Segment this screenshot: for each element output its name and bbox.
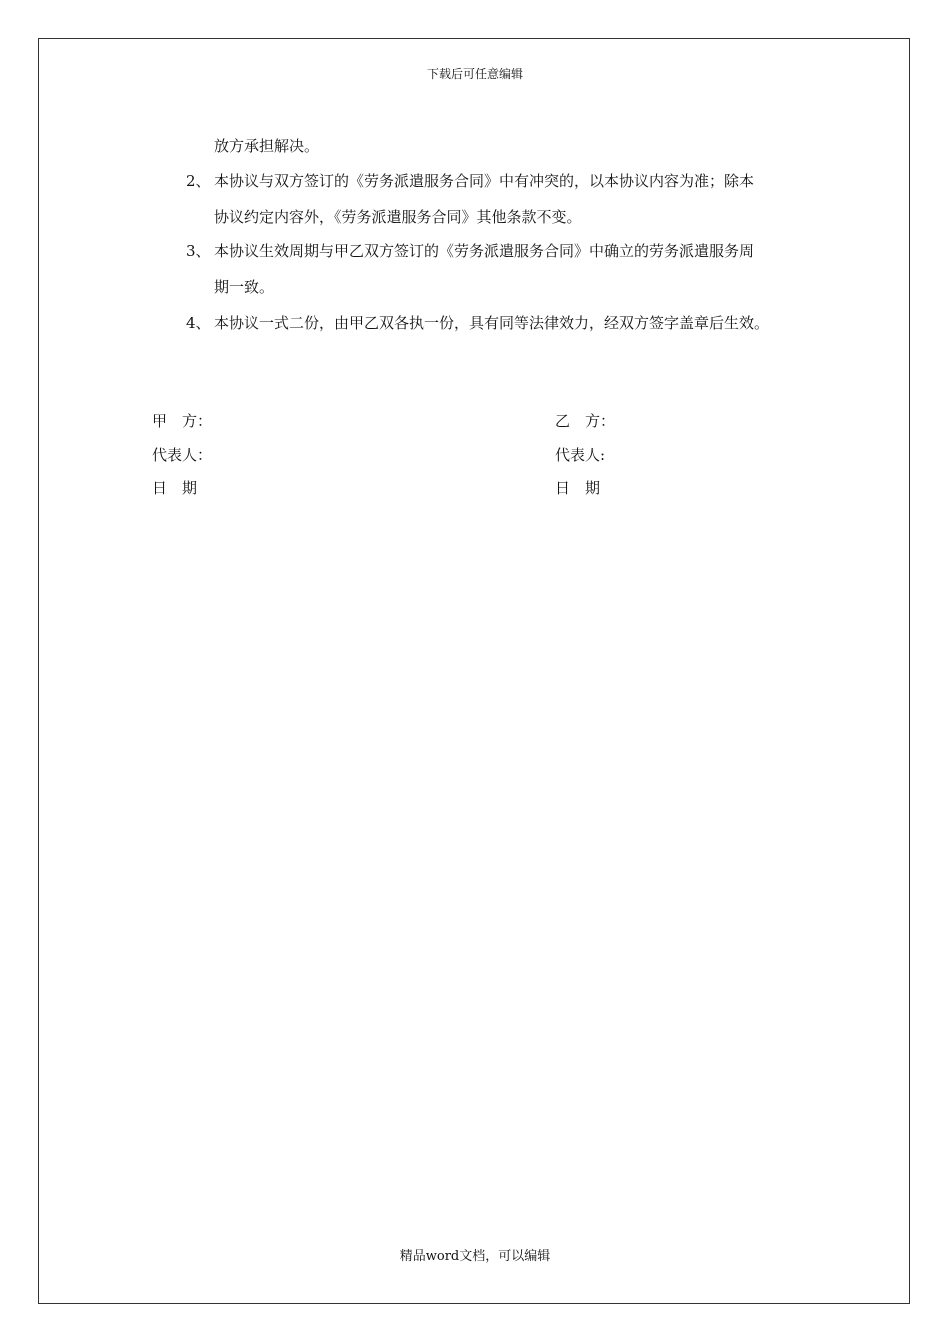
- party-a-date-label: 日 期: [152, 479, 198, 497]
- party-b-label: 乙 方：: [555, 412, 616, 430]
- clause-4-line-1: 本协议一式二份，由甲乙双各执一份，具有同等法律效力，经双方签字盖章后生效。: [214, 314, 770, 332]
- party-b-representative-label: 代表人:: [555, 446, 606, 464]
- clause-3-number: 3、: [186, 242, 211, 260]
- clause-2-line-2: 协议约定内容外，《劳务派遣服务合同》其他条款不变。: [214, 208, 582, 226]
- clause-4-number: 4、: [186, 314, 211, 332]
- clause-2-number: 2、: [186, 172, 211, 190]
- page-border: [38, 38, 910, 1304]
- party-a-representative-label: 代表人：: [152, 446, 213, 464]
- clause-3-line-1: 本协议生效周期与甲乙双方签订的《劳务派遣服务合同》中确立的劳务派遣服务周: [214, 242, 755, 260]
- clause-2-line-1: 本协议与双方签订的《劳务派遣服务合同》中有冲突的，以本协议内容为准；除本: [214, 172, 755, 190]
- clause-1-continuation: 放方承担解决。: [214, 137, 320, 155]
- party-b-date-label: 日 期: [555, 479, 601, 497]
- page-header: 下载后可任意编辑: [426, 67, 523, 81]
- clause-3-line-2: 期一致。: [214, 278, 275, 296]
- party-a-label: 甲 方：: [152, 412, 213, 430]
- page-footer: 精品word文档，可以编辑: [399, 1249, 551, 1264]
